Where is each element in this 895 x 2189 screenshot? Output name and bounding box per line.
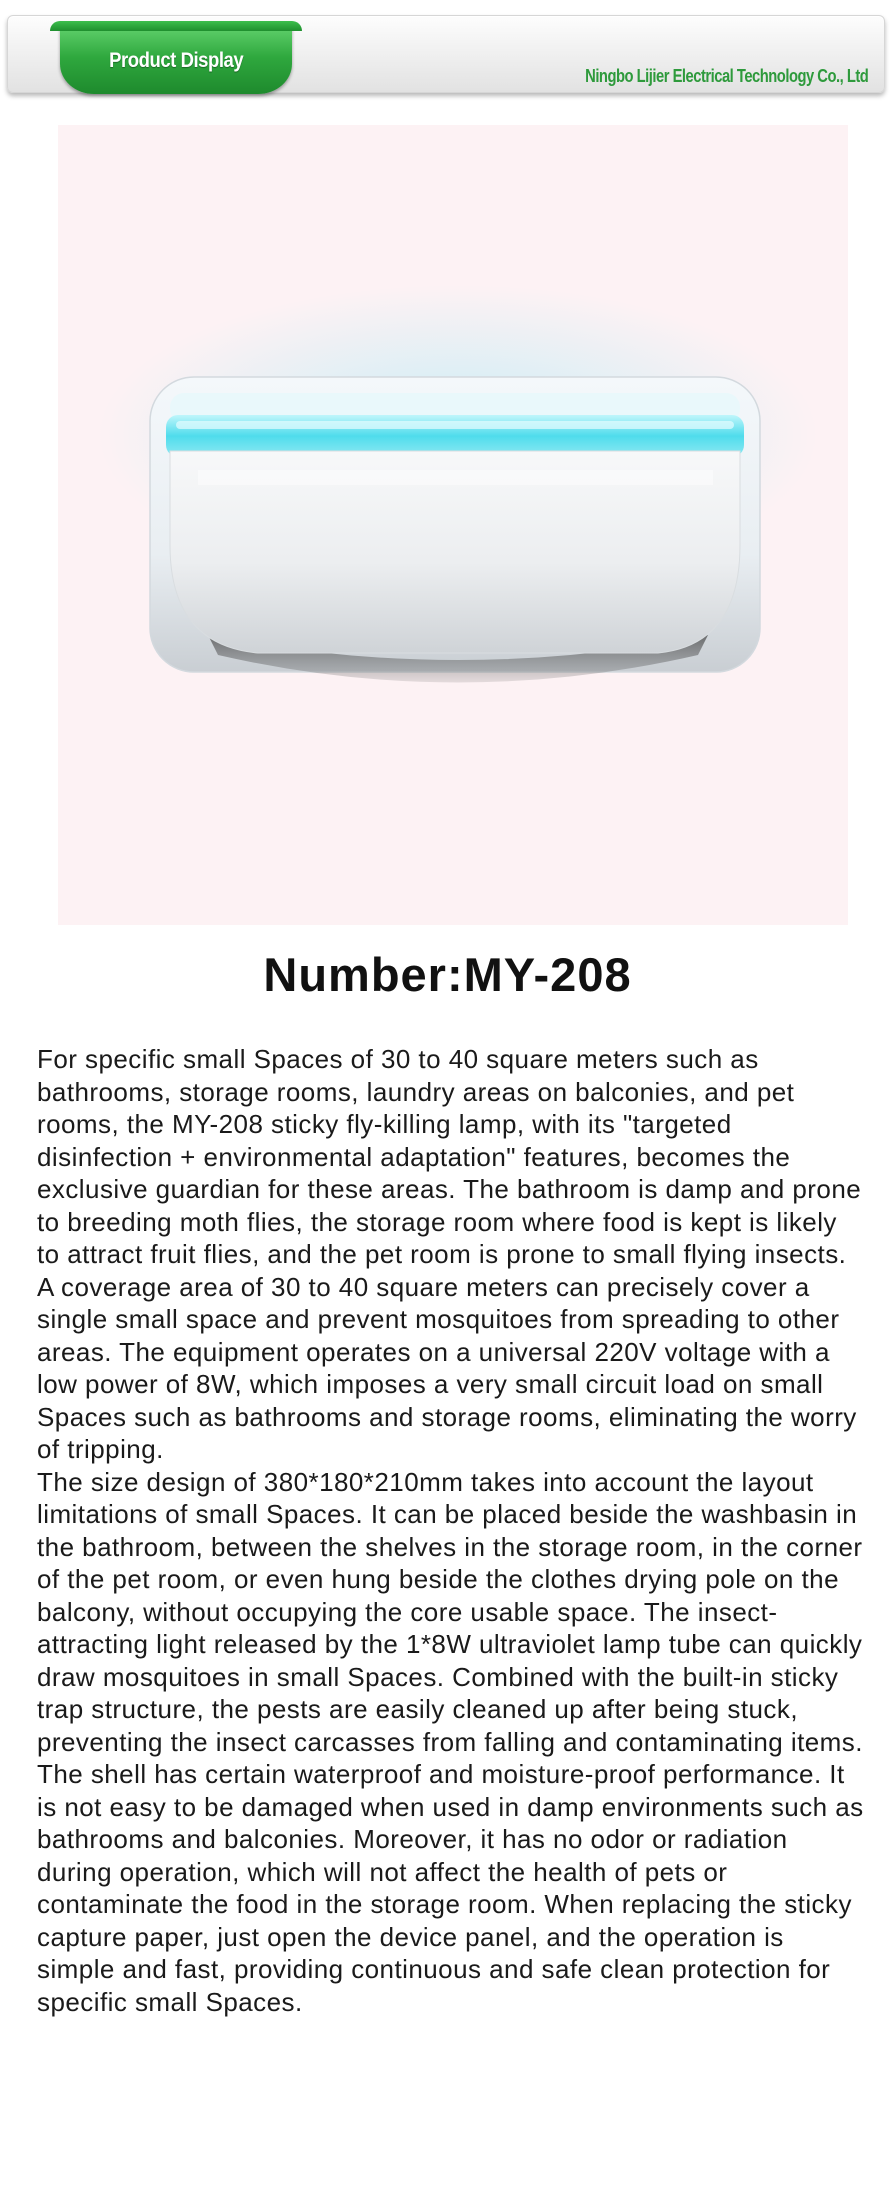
light-strip-highlight (176, 421, 734, 429)
description-paragraph: The size design of 380*180*210mm takes into account the layout limitations of small Spaces. It can be placed beside the washbasin in the bathroom, between the shelves in the storage room, in the corner of the pet room, or even hung beside the clothes drying pole on the balcony, without occupying the core usable space. The insect-attracting light released by the 1*8W ultraviolet lamp tube can quickly draw mosquitoes in small Spaces. Combined with the built-in sticky trap structure, the pests are easily cleaned up after being stuck, preventing the insect carcasses from falling and contaminating items. The shell has certain waterproof and moisture-proof performance. It is not easy to be damaged when used in damp environments such as bathrooms and balconies. Moreover, it has no odor or radiation during operation, which will not affect the health of pets or contaminate the food in the storage room. When replacing the sticky capture paper, just open the device panel, and the operation is simple and fast, providing continuous and safe clean protection for specific small Spaces. (37, 1466, 864, 2017)
model-number (0, 945, 895, 1005)
model-number-value: MY-208 (463, 948, 632, 1001)
model-number-separator: : (446, 948, 464, 1001)
section-tab (60, 27, 292, 94)
page-header (7, 15, 885, 93)
body-highlight (198, 470, 713, 485)
model-number-label: Number (263, 948, 447, 1001)
product-image (58, 125, 848, 925)
description-paragraph: For specific small Spaces of 30 to 40 square meters such as bathrooms, storage rooms, laundry areas on balconies, and pet rooms, the MY-208 sticky fly-killing lamp, with its "targeted disinfection + environmental adaptation" features, becomes the exclusive guardian for these areas. The bathroom is damp and prone to breeding moth flies, the storage room where food is kept is likely to attract fruit flies, and the pet room is prone to small flying insects. A coverage area of 30 to 40 square meters can precisely cover a single small space and prevent mosquitoes from spreading to other areas. The equipment operates on a universal 220V voltage with a low power of 8W, which imposes a very small circuit load on small Spaces such as bathrooms and storage rooms, eliminating the worry of tripping. (37, 1044, 862, 1464)
product-description (37, 1043, 867, 2018)
company-name: Ningbo Lijier Electrical Technology Co., Ltd (584, 66, 868, 86)
section-tab-label: Product Display (108, 48, 244, 72)
fly-killing-lamp-illustration (58, 125, 848, 925)
